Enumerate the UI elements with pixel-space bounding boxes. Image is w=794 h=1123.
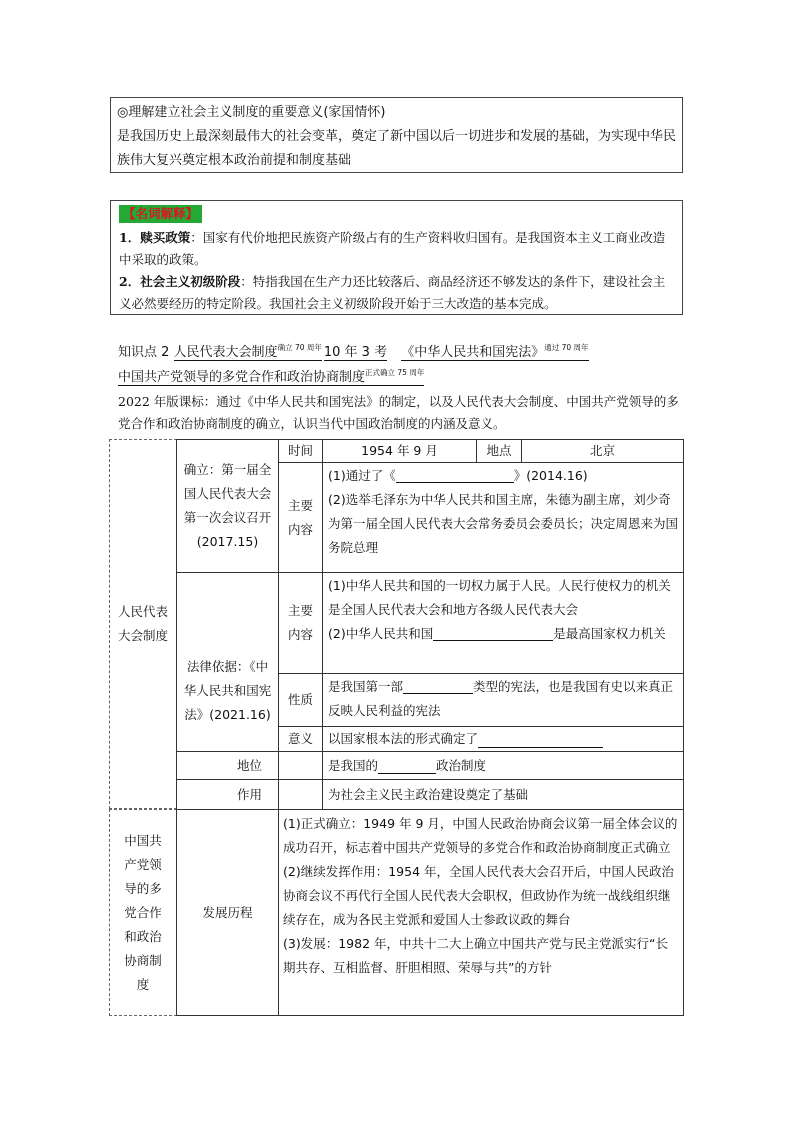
knowledge-point-subheading: 中国共产党领导的多党合作和政治协商制度$^{正式确立 75 周年}$	[118, 368, 425, 385]
role-label: 作用	[176, 779, 323, 810]
place-label: 地点	[476, 439, 522, 463]
system-name-npc: 人民代表大会制度	[109, 439, 177, 809]
glossary-item-2: 2．社会主义初级阶段：特指我国在生产力还比较落后、商品经济还不够发达的条件下，建设社会主义必然要经历的特定阶段。我国社会主义初级阶段开始于三大改造的基本完成。	[119, 274, 666, 311]
legal-basis-label: 法律依据：《中华人民共和国宪法》(2021.16)	[176, 572, 279, 810]
glossary-item-1: 1．赎买政策：国家有代价地把民族资产阶级占有的生产资料收归国有。是我国资本主义工商业改造中采取的政策。	[119, 230, 666, 267]
time-value: 1954 年 9 月	[322, 439, 477, 463]
development-label: 发展历程	[176, 809, 279, 1016]
nature-value: 是我国第一部 类型的宪法，也是我国有史以来真正反映人民利益的宪法	[322, 673, 684, 727]
meaning-value: 以国家根本法的形式确定了	[322, 726, 684, 752]
time-label: 时间	[278, 439, 323, 463]
place-value: 北京	[521, 439, 684, 463]
system-name-cppcc: 中国共产党领导的多党合作和政治协商制度	[109, 809, 177, 1016]
knowledge-table	[110, 440, 685, 1017]
significance-body: 是我国历史上最深刻最伟大的社会变革，奠定了新中国以后一切进步和发展的基础，为实现中华民族伟大复兴奠定根本政治前提和制度基础	[117, 129, 677, 168]
main-content-label-1: 主要内容	[278, 462, 323, 573]
significance-box	[110, 97, 683, 173]
curriculum-standard: 2022 年版课标：通过《中华人民共和国宪法》的制定，以及人民代表大会制度、中国共产党领导的多党合作和政治协商制度的确立，认识当代中国政治制度的内涵及意义。	[118, 394, 679, 431]
main-content-1: (1)通过了《 》(2014.16) (2)选举毛泽东为中华人民共和国主席，朱德为副主席，刘少奇为第一届全国人民代表大会常务委员会委员长；决定周恩来为国务院总理	[322, 462, 684, 573]
status-value: 是我国的 政治制度	[322, 751, 684, 780]
meaning-label: 意义	[278, 726, 323, 752]
significance-heading: ◎理解建立社会主义制度的重要意义(家国情怀)	[117, 105, 386, 120]
main-content-label-2: 主要内容	[278, 572, 323, 674]
glossary-tag: 【名词解释】	[119, 205, 202, 223]
development-value: (1)正式确立：1949 年 9 月，中国人民政治协商会议第一届全体会议的成功召开，标志着中国共产党领导的多党合作和政治协商制度正式确立 (2)继续发挥作用：1954 年，全国人民代表大会召开后，中国人民政治协商会议不再代行全国人民代表大会职权，但政协作为统一战线组织继续存在，成为各民主党派和爱国人士参政议政的舞台 (3)发展：1982 年，中共十二大上确立中国共产党与民主党派实行“长期共存、互相监督、肝胆相照、荣辱与共”的方针	[278, 809, 684, 1016]
role-value: 为社会主义民主政治建设奠定了基础	[322, 779, 684, 810]
establishment-label: 确立：第一届全国人民代表大会第一次会议召开(2017.15)	[176, 439, 279, 573]
glossary-box	[110, 200, 683, 315]
knowledge-point-heading: 知识点 2 人民代表大会制度$^{确立 70 周年}$ 10 年 3 考 《中华人民共和国宪法》$^{通过 70 周年}$	[118, 343, 589, 360]
status-label: 地位	[176, 751, 323, 780]
nature-label: 性质	[278, 673, 323, 727]
main-content-2: (1)中华人民共和国的一切权力属于人民。人民行使权力的机关是全国人民代表大会和地方各级人民代表大会 (2)中华人民共和国 是最高国家权力机关	[322, 572, 684, 674]
